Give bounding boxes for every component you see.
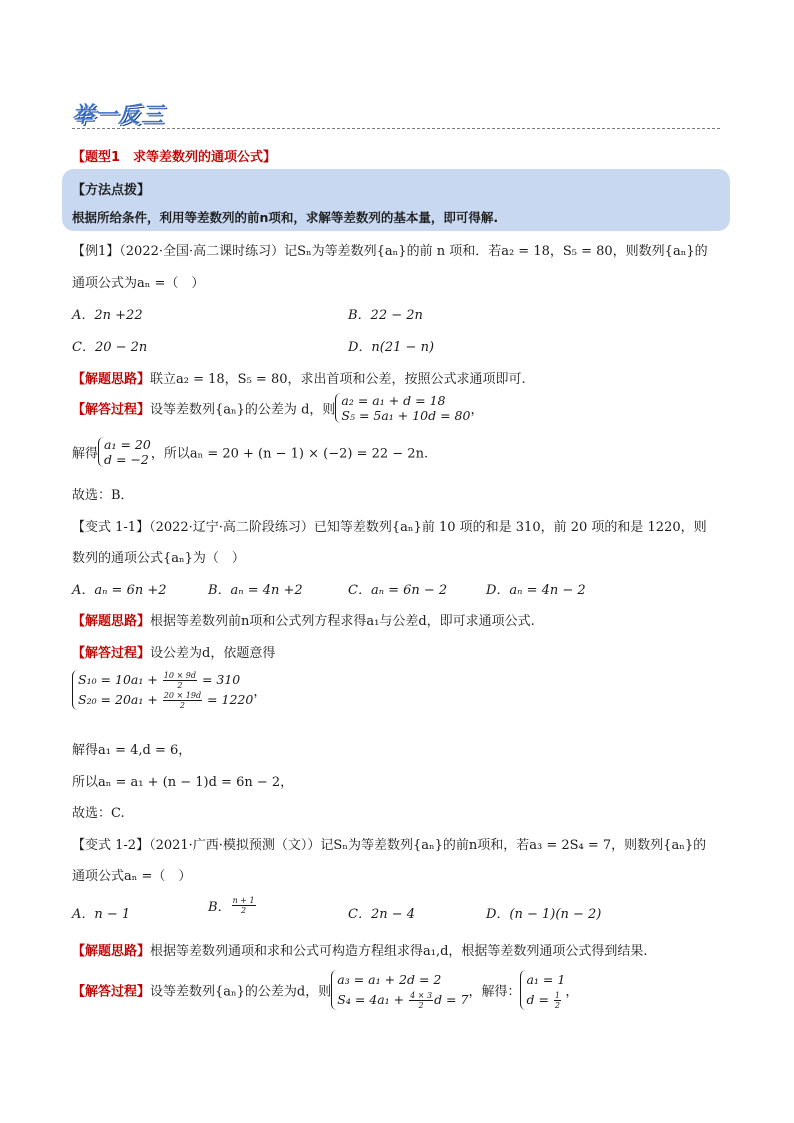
ex1-sys-end: ， (470, 402, 484, 418)
v11-answer: 故选：C. (72, 806, 125, 821)
v11-question-line2: 数列的通项公式{aₙ}为（ ） (72, 551, 245, 566)
v11-option-c: C．aₙ = 6n − 2 (348, 583, 448, 598)
v11-question-line1: 【变式 1-1】（2022·辽宁·高二阶段练习）已知等差数列{aₙ}前 10 项的和是 310，前 20 项的和是 1220，则 (72, 520, 707, 535)
v12-option-a: A．n − 1 (72, 907, 131, 922)
v11-idea-text: 根据等差数列前n项和公式列方程求得a₁与公差d，即可求通项公式. (150, 614, 535, 629)
v12-process (72, 970, 578, 1010)
v12-sys-line1: a₃ = a₁ + 2d = 2 (337, 972, 442, 987)
dotted-divider (72, 128, 720, 129)
topic-heading: 【题型1 求等差数列的通项公式】 (72, 150, 277, 165)
v12-frac: $\frac{4 \times 3}{2}$ (410, 991, 433, 1010)
ex1-sol-line1: a₁ = 20 (104, 437, 151, 452)
v12-solution-system (520, 970, 565, 1010)
v11-result2: 所以aₙ = a₁ + (n − 1)d = 6n − 2， (72, 775, 294, 790)
ex1-option-d: D．n(21 − n) (348, 340, 435, 355)
v11-proc-text: 设公差为d，依题意得 (150, 646, 276, 661)
v11-frac1: $\frac{10 \times 9d}{2}$ (163, 671, 196, 690)
v12-proc-text: 设等差数列{aₙ}的公差为d，则 (150, 984, 332, 1000)
ex1-proc-text: 设等差数列{aₙ}的公差为 d，则 (150, 402, 336, 418)
banner-title: 举一反三 (72, 103, 165, 128)
v11-sys-end: ， (253, 684, 267, 700)
ex1-answer: 故选：B． (72, 488, 134, 503)
v11-option-d: D．aₙ = 4n − 2 (486, 583, 586, 598)
ex1-sol-prefix: 解得 (72, 446, 99, 462)
v12-idea-text: 根据等差数列通项和求和公式可构造方程组求得a₁,d，根据等差数列通项公式得到结果. (150, 944, 648, 959)
ex1-option-a: A．2n +22 (72, 308, 143, 323)
ex1-question-line1: 【例1】（2022·全国·高二课时练习）记Sₙ为等差数列{aₙ}的前 n 项和．若a₂ = 18，S₅ = 80，则数列{aₙ}的 (72, 244, 708, 259)
ex1-option-b: B．22 − 2n (348, 308, 423, 323)
v12-idea-label: 【解题思路】 (72, 944, 151, 959)
v11-process (72, 642, 275, 661)
v11-proc-label: 【解答过程】 (72, 646, 151, 661)
ex1-proc-label: 【解答过程】 (72, 402, 151, 418)
v11-frac2: $\frac{20 \times 19d}{2}$ (163, 691, 202, 710)
ex1-idea-text: 联立a₂ = 18，S₅ = 80，求出首项和公差，按照公式求通项即可. (150, 372, 526, 387)
ex1-sys-line2: S₅ = 5a₁ + 10d = 80 (341, 408, 471, 423)
method-title: 【方法点拨】 (72, 183, 151, 198)
v12-sys-line2: S₄ = 4a₁ + $\frac{4 \times 3}{2}$ d = 7 (337, 991, 469, 1010)
v12-question-line2: 通项公式aₙ =（ ） (72, 869, 192, 884)
v12-sol-end: ， (565, 984, 579, 1000)
v12-option-b-frac: $\frac{n + 1}{2}$ (232, 896, 255, 915)
v11-equation (72, 670, 266, 710)
ex1-solution (72, 437, 428, 467)
v12-proc-label: 【解答过程】 (72, 984, 151, 1000)
v12-option-c: C．2n − 4 (348, 907, 416, 922)
v11-sys-line2: S₂₀ = 20a₁ + $\frac{20 \times 19d}{2}$ = 1220 (78, 691, 254, 710)
v11-idea (72, 610, 535, 629)
section-banner (72, 98, 164, 128)
ex1-question-line2: 通项公式为aₙ =（ ） (72, 276, 205, 291)
ex1-sol-line2: d = −2 (104, 452, 149, 467)
v11-option-a: A．aₙ = 6n +2 (72, 583, 167, 598)
v12-equation-system (331, 970, 468, 1010)
v11-result1: 解得a₁ = 4,d = 6， (72, 743, 192, 758)
v12-sol-line2: d = $\frac{1}{2}$ (526, 991, 560, 1010)
v12-option-d: D．(n − 1)(n − 2) (486, 907, 602, 922)
v12-sol-frac: $\frac{1}{2}$ (554, 991, 560, 1010)
ex1-sol-text: ，所以aₙ = 20 + (n − 1) × (−2) = 22 − 2n. (150, 446, 429, 462)
ex1-solution-system (98, 437, 151, 467)
v12-sol-prefix: ，解得： (468, 984, 521, 1000)
v12-idea (72, 940, 648, 959)
ex1-sys-line1: a₂ = a₁ + d = 18 (341, 393, 446, 408)
ex1-idea-label: 【解题思路】 (72, 372, 151, 387)
v12-sol-line1: a₁ = 1 (526, 972, 566, 987)
method-text: 根据所给条件，利用等差数列的前n项和，求解等差数列的基本量，即可得解. (72, 210, 499, 225)
v11-equation-system (72, 670, 253, 710)
ex1-idea (72, 368, 526, 387)
ex1-equation-system (335, 393, 470, 423)
ex1-option-c: C．20 − 2n (72, 340, 148, 355)
v12-question-line1: 【变式 1-2】（2021·广西·模拟预测（文））记Sₙ为等差数列{aₙ}的前n项和，若a₃ = 2S₄ = 7，则数列{aₙ}的 (72, 838, 707, 853)
v12-option-b: B． $\frac{n + 1}{2}$ (208, 896, 255, 915)
ex1-process (72, 393, 483, 423)
v11-sys-line1: S₁₀ = 10a₁ + $\frac{10 \times 9d}{2}$ = 310 (78, 671, 241, 690)
v11-idea-label: 【解题思路】 (72, 614, 151, 629)
v11-option-b: B．aₙ = 4n +2 (208, 583, 303, 598)
